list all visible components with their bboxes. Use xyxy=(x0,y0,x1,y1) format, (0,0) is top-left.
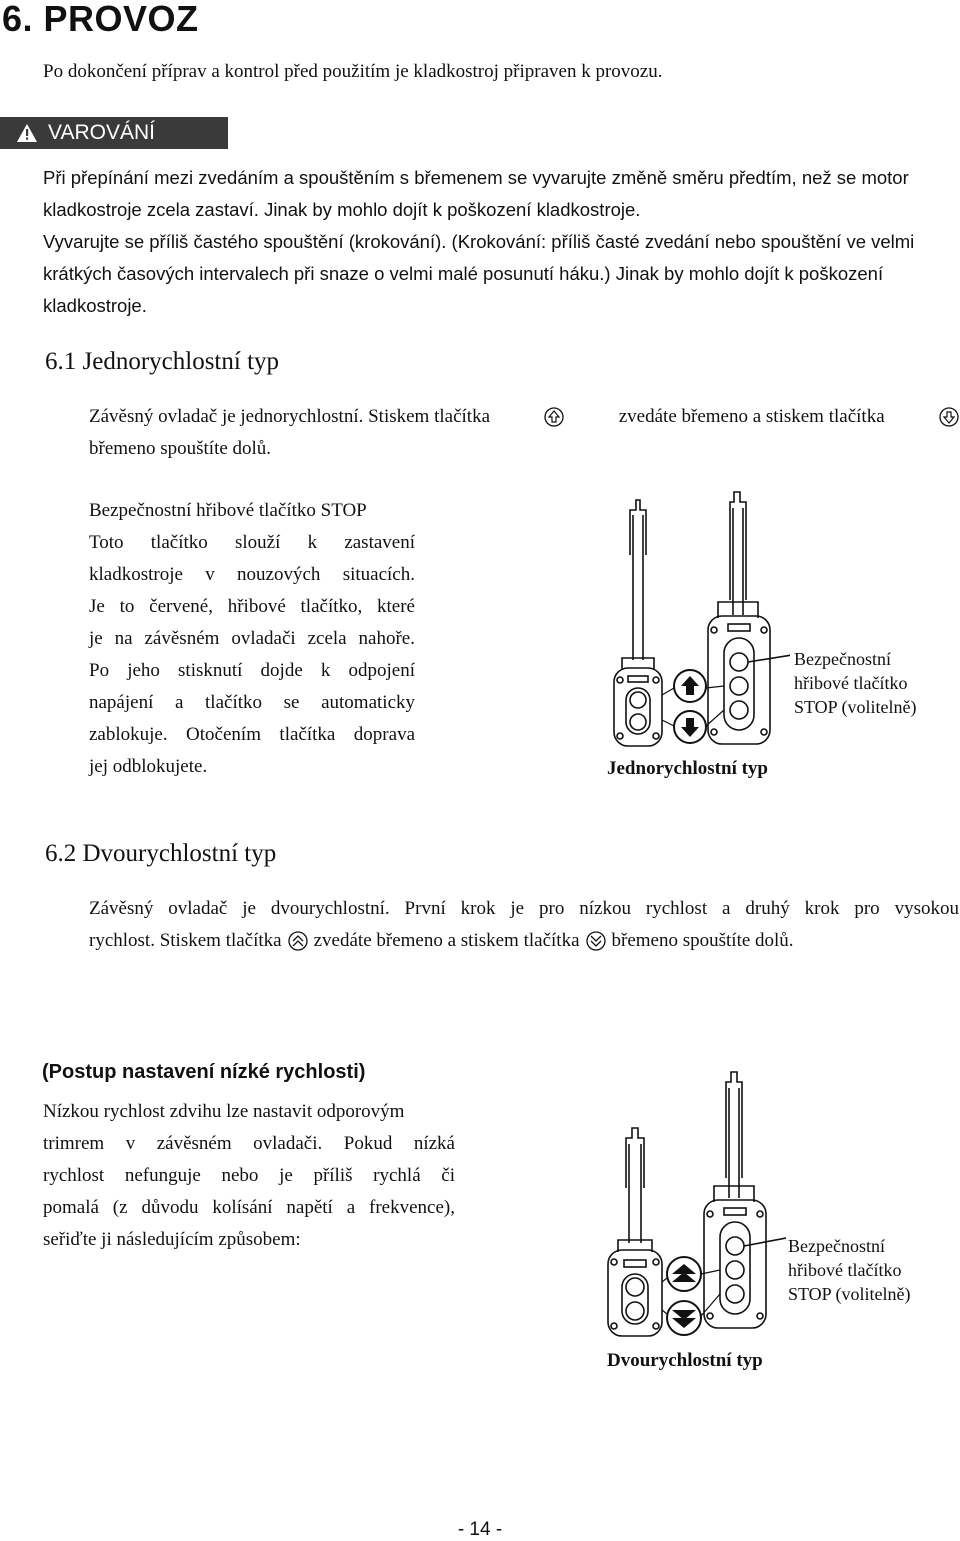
callout-line: STOP (volitelně) xyxy=(788,1284,911,1304)
stop-line: Je to červené, hřibové tlačítko, které xyxy=(89,596,415,617)
stop-line: zablokuje. Otočením tlačítka doprava xyxy=(89,724,415,745)
warning-label: VAROVÁNÍ xyxy=(48,121,155,144)
page-title: 6. PROVOZ xyxy=(2,0,199,39)
callout-line: Bezpečnostní xyxy=(794,649,891,669)
stop-line: Po jeho stisknutí dojde k odpojení xyxy=(89,660,415,681)
single-speed-pendant-illustration xyxy=(600,490,790,760)
stop-button-description xyxy=(89,495,415,783)
stop-line: Bezpečnostní hřibové tlačítko STOP xyxy=(89,500,367,521)
stop-callout-single xyxy=(794,647,917,719)
page-number: - 14 - xyxy=(457,1519,503,1540)
low-speed-line: trimrem v závěsném ovladači. Pokud nízká xyxy=(43,1133,455,1154)
warning-line: kladkostroje. xyxy=(43,295,147,316)
two-speed-line1: Závěsný ovladač je dvourychlostní. První krok je pro nízkou rychlost a druhý krok pro vysokou xyxy=(89,898,959,919)
double-up-arrow-button-icon xyxy=(288,931,308,951)
callout-line: hřibové tlačítko xyxy=(794,673,908,693)
low-speed-line: rychlost nefunguje nebo je příliš rychlá či xyxy=(43,1165,455,1186)
single-speed-text-a: Závěsný ovladač je jednorychlostní. Stiskem tlačítka xyxy=(89,406,491,427)
stop-line: kladkostroje v nouzových situacích. xyxy=(89,564,415,585)
stop-callout-two xyxy=(788,1234,911,1306)
stop-line: je na závěsném ovladači zcela nahoře. xyxy=(89,628,415,649)
section-heading-two-speed: 6.2 Dvourychlostní typ xyxy=(45,840,277,867)
two-speed-text-c: břemeno spouštíte dolů. xyxy=(611,930,794,951)
two-speed-pendant-illustration xyxy=(596,1068,786,1348)
down-arrow-button-icon xyxy=(939,407,959,427)
two-speed-text-b: zvedáte břemeno a stiskem tlačítka xyxy=(313,930,580,951)
single-speed-text-c: břemeno spouštíte dolů. xyxy=(89,438,272,459)
warning-banner xyxy=(0,117,228,149)
double-down-arrow-button-icon xyxy=(586,931,606,951)
warning-line: krátkých časových intervalech při snaze o velmi malé posunutí háku.) Jinak by mohlo dojít k poškození xyxy=(43,263,884,284)
warning-text xyxy=(43,162,958,322)
figure-caption-two: Dvourychlostní typ xyxy=(607,1350,763,1371)
warning-triangle-icon xyxy=(16,123,38,143)
stop-line: Toto tlačítko slouží k zastavení xyxy=(89,532,415,553)
intro-text: Po dokončení příprav a kontrol před použitím je kladkostroj připraven k provozu. xyxy=(43,61,663,82)
two-speed-text-a: rychlost. Stiskem tlačítka xyxy=(89,930,282,951)
callout-line: hřibové tlačítko xyxy=(788,1260,902,1280)
stop-line: napájení a tlačítko se automaticky xyxy=(89,692,415,713)
warning-line: Při přepínání mezi zvedáním a spouštěním s břemenem se vyvarujte změně směru předtím, než se motor xyxy=(43,167,909,188)
single-speed-description xyxy=(89,401,959,465)
callout-line: Bezpečnostní xyxy=(788,1236,885,1256)
low-speed-description xyxy=(43,1096,455,1256)
low-speed-line: seřiďte ji následujícím způsobem: xyxy=(43,1229,301,1250)
low-speed-subheading: (Postup nastavení nízké rychlosti) xyxy=(42,1061,366,1083)
figure-caption-single: Jednorychlostní typ xyxy=(607,758,768,779)
callout-line: STOP (volitelně) xyxy=(794,697,917,717)
low-speed-line: Nízkou rychlost zdvihu lze nastavit odporovým xyxy=(43,1101,405,1122)
two-speed-description xyxy=(89,893,959,957)
up-arrow-button-icon xyxy=(544,407,564,427)
warning-line: Vyvarujte se příliš častého spouštění (krokování). (Krokování: příliš časté zvedání nebo spouštění ve velmi xyxy=(43,231,915,252)
low-speed-line: pomalá (z důvodu kolísání napětí a frekvence), xyxy=(43,1197,455,1218)
single-speed-text-b: zvedáte břemeno a stiskem tlačítka xyxy=(618,406,885,427)
warning-line: kladkostroje zcela zastaví. Jinak by mohlo dojít k poškození kladkostroje. xyxy=(43,199,641,220)
section-heading-single-speed: 6.1 Jednorychlostní typ xyxy=(45,348,280,375)
stop-line: jej odblokujete. xyxy=(89,756,208,777)
